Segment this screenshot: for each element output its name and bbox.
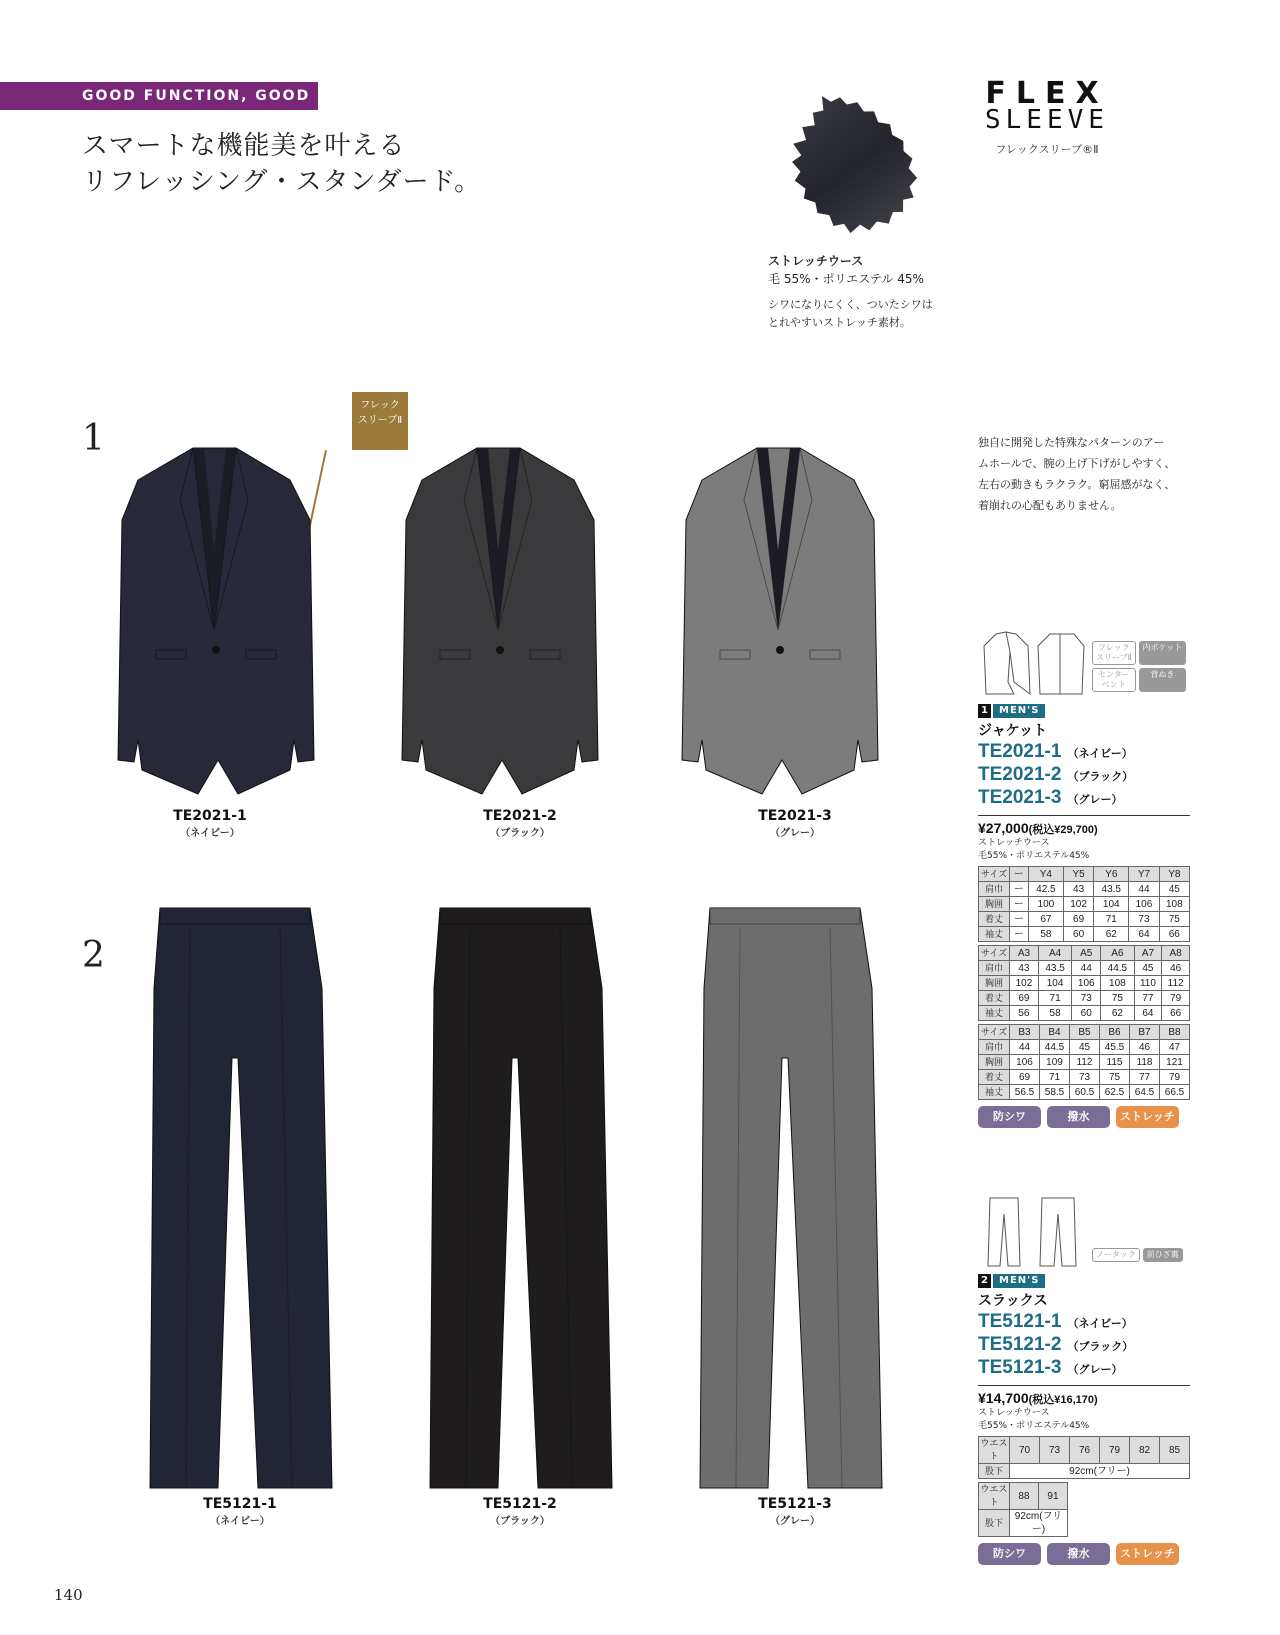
jacket-price bbox=[978, 815, 1190, 837]
jacket-title: ジャケット bbox=[978, 723, 1048, 739]
badge-line1: フレック bbox=[360, 400, 400, 411]
code-row-2: TE2021-2 （ブラック） bbox=[978, 764, 1134, 785]
fabric-desc2: とれやすいストレッチ素材。 bbox=[768, 316, 911, 329]
feature-center-vent: センター ベント bbox=[1092, 668, 1136, 692]
feature-tag-2: 撥水 bbox=[1047, 1106, 1110, 1128]
logo-line1: FLEX bbox=[985, 76, 1109, 111]
section-number-2: 2 bbox=[82, 935, 105, 976]
jacket-material-2: 毛55%・ポリエステル45% bbox=[978, 851, 1090, 861]
jacket-spec bbox=[978, 618, 1190, 1128]
jacket-size-table-2: サイズ A3 A4 A5 A6 A7 A8 肩巾 43 43.5 44 44.5 45 46 胸囲 102 104 106 108 110 112 着丈 69 71 73 75 77 79 袖丈 56 58 60 62 64 66 bbox=[978, 945, 1190, 1021]
page-number: 140 bbox=[54, 1586, 83, 1604]
feature-knee-lining: 前ひざ裏 bbox=[1143, 1248, 1183, 1262]
inseam-value-2: 92cm(フリー) bbox=[1010, 1510, 1068, 1537]
pants-label-1 bbox=[140, 1496, 340, 1527]
pants-material-1: ストレッチウース bbox=[978, 1408, 1050, 1418]
code-row-1: TE2021-1 （ネイビー） bbox=[978, 741, 1133, 762]
jacket-label-3 bbox=[695, 808, 895, 839]
pants-code-2: TE5121-2 bbox=[483, 1496, 557, 1512]
jacket-men-label: MEN'S bbox=[993, 704, 1045, 718]
section-ribbon: GOOD FUNCTION, GOOD PRICE bbox=[0, 82, 318, 110]
pants-features bbox=[1092, 1248, 1183, 1262]
jacket-color-3: （グレー） bbox=[770, 828, 820, 839]
jacket-image-3 bbox=[682, 448, 878, 794]
pants-price bbox=[978, 1385, 1190, 1407]
pants-line-drawing bbox=[978, 1194, 1088, 1268]
pants-price-tax: (税込¥16,170) bbox=[1028, 1394, 1098, 1406]
code-color: （グレー） bbox=[1067, 793, 1123, 806]
code-row-2: TE5121-2 （ブラック） bbox=[978, 1334, 1134, 1355]
jacket-code-3: TE2021-3 bbox=[758, 808, 832, 824]
pants-image-2 bbox=[430, 908, 612, 1488]
desc-line2: ムホールで、腕の上げ下げがしやすく、 bbox=[978, 457, 1176, 470]
pants-image-3 bbox=[700, 908, 882, 1488]
inseam-label-1: 股下 bbox=[979, 1464, 1010, 1479]
pants-title: スラックス bbox=[978, 1293, 1048, 1309]
feature-no-tuck: ノータック bbox=[1092, 1248, 1140, 1262]
pants-label-2 bbox=[420, 1496, 620, 1527]
jacket-material-1: ストレッチウース bbox=[978, 838, 1050, 848]
jacket-price-value: ¥27,000 bbox=[978, 820, 1029, 836]
headline-line2: リフレッシング・スタンダード。 bbox=[82, 167, 482, 197]
jacket-codes bbox=[978, 740, 1190, 809]
feature-tag-1: 防シワ bbox=[978, 1543, 1041, 1565]
pants-color-3: （グレー） bbox=[770, 1516, 820, 1527]
sleeve-description bbox=[978, 432, 1188, 516]
desc-line1: 独自に開発した特殊なパターンのアー bbox=[978, 436, 1165, 449]
jacket-color-2: （ブラック） bbox=[490, 828, 550, 839]
section-number-1: 1 bbox=[82, 418, 105, 459]
inseam-label-2: 股下 bbox=[979, 1510, 1010, 1537]
jacket-spec-number: 1 bbox=[978, 704, 991, 718]
jacket-line-drawing bbox=[978, 622, 1088, 698]
feature-flex-sleeve: フレック スリーブⅡ bbox=[1092, 641, 1136, 665]
pants-material-2: 毛55%・ポリエステル45% bbox=[978, 1421, 1090, 1431]
fabric-composition: 毛 55%・ポリエステル 45% bbox=[768, 272, 924, 286]
jacket-features bbox=[1092, 641, 1186, 692]
code-color: （グレー） bbox=[1067, 1363, 1123, 1376]
jacket-men-bar bbox=[978, 704, 1190, 718]
badge-line2: スリーブⅡ bbox=[357, 415, 403, 426]
jacket-code-1: TE2021-1 bbox=[173, 808, 247, 824]
fabric-name: ストレッチウース bbox=[768, 254, 864, 268]
pants-size-table-1: ウエスト 70 73 76 79 82 85 股下 92cm(フリー) bbox=[978, 1436, 1190, 1479]
pants-color-1: （ネイビー） bbox=[210, 1516, 270, 1527]
jacket-color-1: （ネイビー） bbox=[180, 828, 240, 839]
feature-tag-3: ストレッチ bbox=[1116, 1543, 1179, 1565]
jacket-size-table-3: サイズ B3 B4 B5 B6 B7 B8 肩巾 44 44.5 45 45.5 46 47 胸囲 106 109 112 115 118 121 着丈 69 71 73 75 77 79 袖丈 56.5 58.5 60.5 62.5 64.5 66.5 bbox=[978, 1024, 1190, 1100]
pants-color-2: （ブラック） bbox=[490, 1516, 550, 1527]
code-row-1: TE5121-1 （ネイビー） bbox=[978, 1311, 1133, 1332]
logo-line3: フレックスリーブ®Ⅱ bbox=[995, 143, 1099, 156]
pants-men-label: MEN'S bbox=[993, 1274, 1045, 1288]
inseam-value-1: 92cm(フリー) bbox=[1010, 1464, 1190, 1479]
pants-tags bbox=[978, 1543, 1190, 1565]
code-color: （ブラック） bbox=[1067, 1340, 1134, 1353]
pants-size-table-2: ウエスト 88 91 股下 92cm(フリー) bbox=[978, 1482, 1068, 1537]
code-color: （ブラック） bbox=[1067, 770, 1134, 783]
jacket-size-table-1: サイズ ー Y4 Y5 Y6 Y7 Y8 肩巾 ー 42.5 43 43.5 44 45 胸囲 ー 100 102 104 106 108 着丈 ー 67 69 71 73 75 袖丈 ー 58 60 62 64 66 bbox=[978, 866, 1190, 942]
code-color: （ネイビー） bbox=[1067, 1317, 1133, 1330]
headline-line1: スマートな機能美を叶える bbox=[82, 131, 406, 161]
pants-men-bar bbox=[978, 1274, 1190, 1288]
jacket-code-2: TE2021-2 bbox=[483, 808, 557, 824]
pants-label-3 bbox=[695, 1496, 895, 1527]
feature-half-lining: 背ぬき bbox=[1139, 668, 1187, 692]
jacket-image-2 bbox=[402, 448, 598, 794]
jacket-tags bbox=[978, 1106, 1190, 1128]
desc-line3: 左右の動きもラクラク。窮屈感がなく、 bbox=[978, 478, 1176, 491]
pants-code-1: TE5121-1 bbox=[203, 1496, 277, 1512]
pants-spec bbox=[978, 1192, 1190, 1565]
jacket-image-1 bbox=[118, 448, 314, 794]
desc-line4: 着崩れの心配もありません。 bbox=[978, 499, 1122, 512]
pants-code-3: TE5121-3 bbox=[758, 1496, 832, 1512]
pants-price-value: ¥14,700 bbox=[978, 1390, 1029, 1406]
jacket-price-tax: (税込¥29,700) bbox=[1028, 824, 1098, 836]
jacket-label-1 bbox=[110, 808, 310, 839]
code-color: （ネイビー） bbox=[1067, 747, 1133, 760]
pants-image-1 bbox=[150, 908, 332, 1488]
feature-tag-2: 撥水 bbox=[1047, 1543, 1110, 1565]
logo-line2: SLEEVE bbox=[985, 105, 1109, 135]
fabric-desc1: シワになりにくく、ついたシワは bbox=[768, 298, 933, 311]
pants-codes bbox=[978, 1310, 1190, 1379]
code-row-3: TE2021-3 （グレー） bbox=[978, 787, 1123, 808]
code-row-3: TE5121-3 （グレー） bbox=[978, 1357, 1123, 1378]
pants-spec-number: 2 bbox=[978, 1274, 991, 1288]
jacket-label-2 bbox=[420, 808, 620, 839]
jacket-size-tables bbox=[978, 866, 1190, 1100]
feature-tag-3: ストレッチ bbox=[1116, 1106, 1179, 1128]
feature-tag-1: 防シワ bbox=[978, 1106, 1041, 1128]
feature-inner-pocket: 内ポケット bbox=[1139, 641, 1187, 665]
